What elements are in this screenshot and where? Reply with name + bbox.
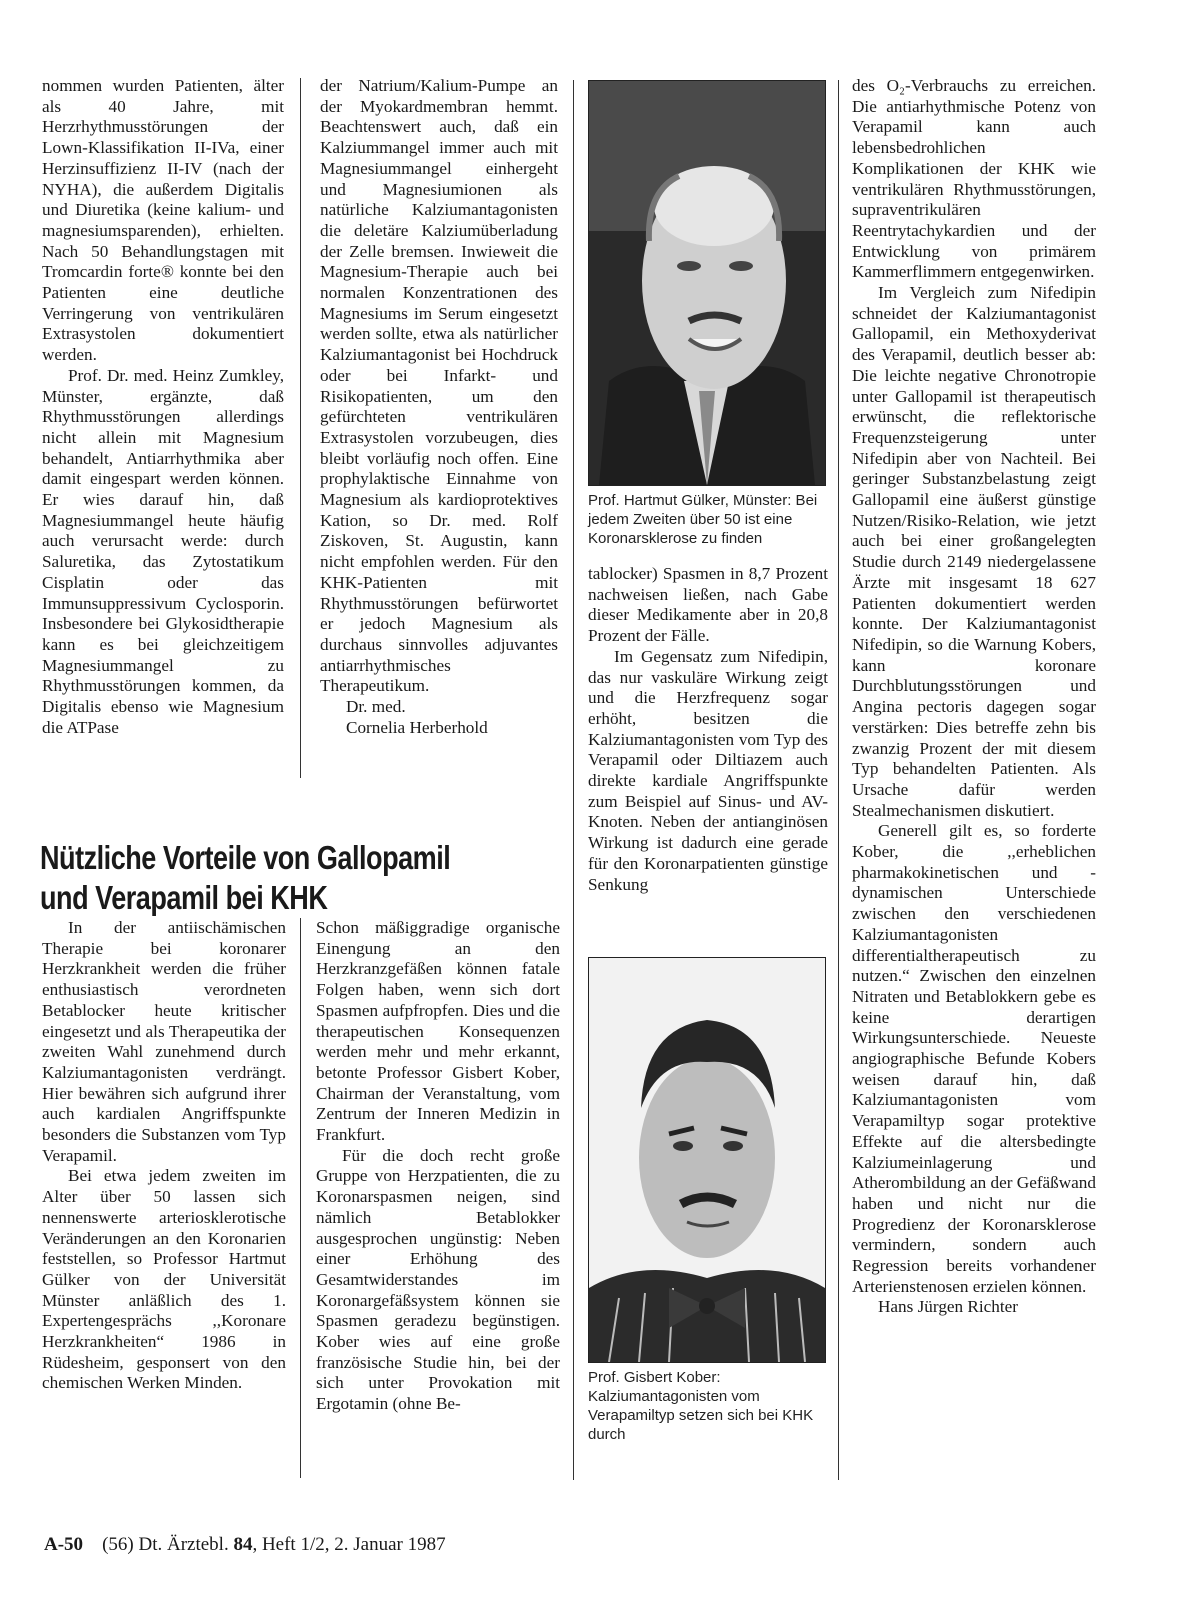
portrait-image — [589, 81, 825, 485]
paragraph: Generell gilt es, so forderte Kober, die ,,erheblichen pharmakokinetischen und -dynamischen Unterschiede zwischen den verschiedenen Kalziumantagonisten differentialtherapeutisch zu nutzen.“ Zwischen den einzelnen Nitraten und Betablokkern gebe es keine derartigen Wirkungsunterschiede. Neueste angiographische Befunde Kobers weisen darauf hin, daß Kalziumantagonisten vom Verapamiltyp sogar protektive Effekte auf die altersbedingte Kalziumeinlagerung und Atherombildung an der Gefäßwand haben und nicht nur die Progredienz der Koronarsklerose vermindern, sondern auch Regression bereits vorhandener Arterienstenosen erzielen können. — [852, 821, 1096, 1296]
article-top-col2 — [320, 76, 558, 739]
photo-caption-kober: Prof. Gisbert Kober: Kalziumantagonisten vom Verapamiltyp setzen sich bei KHK durch — [588, 1369, 814, 1443]
paragraph: Für die doch recht große Gruppe von Herzpatienten, die zu Koronarspasmen neigen, sind nämlich Betablokker ausgesprochen ungünstig: Neben einer Erhöhung des Gesamtwiderstandes im Koronargefäßsystem können sie Spasmen geradezu begünstigen. Kober wies auf eine große französische Studie hin, bei der sich unter Provokation mit Ergotamin (ohne Be- — [316, 1145, 560, 1414]
page-footer — [44, 1534, 446, 1556]
paragraph: Im Vergleich zum Nifedipin schneidet der Kalziumantagonist Gallopamil, ein Methoxyderivat des Verapamil, deutlich besser ab: Die leichte negative Chronotropie unter Gallopamil ist therapeutisch erwünscht, die reflektorische Frequenzsteigerung unter Nifedipin aber von Nachteil. Bei geringer Substanzbelastung zeigt Gallopamil eine äußerst günstige Nutzen/Risiko-Relation, wie jetzt auch bei einer großangelegten Studie durch 2149 niedergelassene Ärzte mit insgesamt 18 627 Patienten dokumentiert werden konnte. Der Kalziumantagonist Nifedipin, so die Warnung Kobers, kann koronare Durchblutungsstörungen und Angina pectoris dagegen sogar verstärken: Dies betreffe zehn bis zwanzig Prozent der mit diesem Typ behandelten Patienten. Als Ursache dafür werden Stealmechanismen diskutiert. — [852, 283, 1096, 820]
article-col3 — [588, 564, 828, 895]
article-bottom-col1 — [42, 918, 286, 1394]
headline-line1: Nützliche Vorteile von Gallopamil — [40, 839, 451, 876]
column-rule — [300, 918, 301, 1478]
article-col4 — [852, 76, 1096, 1318]
author-name: Hans Jürgen Richter — [878, 1297, 1019, 1317]
portrait-photo-guelker — [588, 80, 826, 486]
paragraph: Prof. Dr. med. Heinz Zumkley, Münster, ergänzte, daß Rhythmusstörungen allerdings nicht allein mit Magnesium behandelt, Antiarrhythmika aber damit eingespart werden können. Er wies darauf hin, daß Magnesiummangel heute häufig auch verursacht werde: durch Saluretika, das Zytostatikum Cisplatin oder das Immunsuppressivum Cyclosporin. Insbesondere bei Glykosidtherapie kann es bei gleichzeitigem Magnesiummangel zu Rhythmusstörungen kommen, da Digitalis ebenso wie Magnesium die ATPase — [42, 365, 284, 737]
paragraph: tablocker) Spasmen in 8,7 Prozent nachweisen ließen, nach Gabe dieser Medikamente aber in 20,8 Prozent der Fälle. — [588, 564, 828, 646]
column-rule — [573, 80, 574, 1480]
paragraph: nommen wurden Patienten, älter als 40 Jahre, mit Herzrhythmusstörungen der Lown-Klassifikation II-IVa, einer Herzinsuffizienz II-IV (nach der NYHA), die außerdem Digitalis und Diuretika (keine kalium- und magnesiumsparenden), erhielten. Nach 50 Behandlungstagen mit Tromcardin forte® konnte bei den Patienten eine deutliche Verringerung von ventrikulären Extrasystolen dokumentiert werden. — [42, 76, 284, 365]
paragraph: Bei etwa jedem zweiten im Alter über 50 lassen sich nennenswerte arteriosklerotische Veränderungen an den Koronarien feststellen, so Professor Hartmut Gülker von der Universität Münster anläßlich des 1. Expertengesprächs ,,Koronare Herzkrankheiten“ 1986 in Rüdesheim, gesponsert von den chemischen Werken Minden. — [42, 1166, 286, 1393]
paragraph: des O₂-Verbrauchs zu erreichen. Die antiarhythmische Potenz von Verapamil kann auch lebensbedrohlichen Komplikationen der KHK wie ventrikulären Rhythmusstörungen, supraventrikulären Reentrytachykardien und der Entwicklung von primärem Kammerflimmern entgegenwirken. — [852, 76, 1096, 282]
paragraph: Im Gegensatz zum Nifedipin, das nur vaskuläre Wirkung zeigt und die Herzfrequenz sogar erhöht, besitzen die Kalziumantagonisten vom Typ des Verapamil oder Diltiazem auch direkte kardiale Angriffspunkte zum Beispiel auf Sinus- und AV-Knoten. Neben der antianginösen Wirkung ist dadurch eine gerade für den Koronarpatienten günstige Senkung — [588, 646, 828, 894]
paragraph: In der antiischämischen Therapie bei koronarer Herzkrankheit werden die früher enthusiastisch verordneten Betablocker heute kritischer eingesetzt und als Therapeutika der zweiten Wahl zunehmend durch Kalziumantagonisten verdrängt. Hier bewähren sich aufgrund ihrer auch kardialen Angriffspunkte besonders die Substanzen vom Typ Verapamil. — [42, 918, 286, 1165]
column-rule — [300, 78, 301, 778]
article-bottom-col2 — [316, 918, 560, 1415]
headline-line2: und Verapamil bei KHK — [40, 879, 328, 916]
footer-issue: , Heft 1/2, 2. Januar 1987 — [252, 1534, 446, 1555]
photo-caption-guelker: Prof. Hartmut Gülker, Münster: Bei jedem Zweiten über 50 ist eine Koronarsklerose zu finden — [588, 492, 818, 547]
footer-volume: 84 — [233, 1534, 253, 1555]
paragraph: der Natrium/Kalium-Pumpe an der Myokardmembran hemmt. Beachtenswert auch, daß ein Kalziummangel immer auch mit Magnesiummangel einhergeht und Magnesiumionen als natürliche Kalziumantagonisten die deletäre Kalziumüberladung der Zelle bremsen. Inwieweit die Magnesium-Therapie auch bei normalen Konzentrationen des Magnesiums im Serum eingesetzt werden sollte, etwa als natürlicher Kalziumantagonist bei Hochdruck oder bei Infarkt- und Risikopatienten, um den gefürchteten ventrikulären Extrasystolen vorzubeugen, dies bleibt vorläufig noch offen. Eine prophylaktische Einnahme von Magnesium als kardioprotektives Kation, so Dr. med. Rolf Ziskoven, St. Augustin, kann nicht empfohlen werden. Für den KHK-Patienten mit Rhythmusstörungen befürwortet er jedoch Magnesium als durchaus sinnvolles adjuvantes antiarrhythmisches Therapeutikum. — [320, 76, 558, 696]
author-title: Dr. med. — [346, 697, 406, 717]
paragraph: Schon mäßiggradige organische Einengung an den Herzkranzgefäßen können fatale Folgen haben, wenn sich dort Spasmen aufpfropfen. Dies und die therapeutischen Konsequenzen werden mehr und mehr erkannt, betonte Professor Gisbert Kober, Chairman der Veranstaltung, vom Zentrum der Inneren Medizin in Frankfurt. — [316, 918, 560, 1145]
article-headline — [40, 838, 475, 918]
author-name: Cornelia Herberhold — [346, 717, 488, 737]
portrait-photo-kober — [588, 957, 826, 1363]
portrait-image — [589, 958, 825, 1362]
footer-source: (56) Dt. Ärztebl. — [102, 1534, 229, 1555]
page-number: A-50 — [44, 1534, 84, 1555]
article-top-col1 — [42, 76, 284, 739]
column-rule — [838, 80, 839, 1480]
